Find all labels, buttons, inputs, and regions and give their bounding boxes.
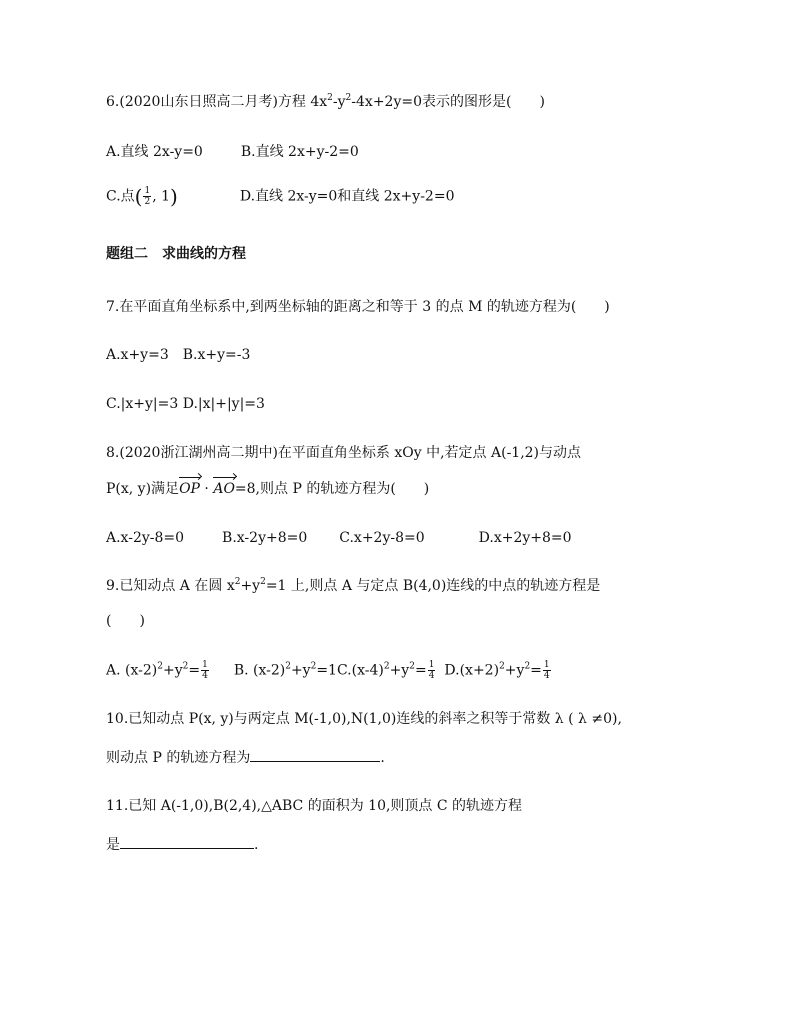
q8-stem-text: =8,则点 P 的轨迹方程为( ) bbox=[234, 481, 430, 497]
answer-blank[interactable] bbox=[250, 747, 380, 762]
q10-line2 bbox=[106, 747, 385, 768]
answer-blank[interactable] bbox=[120, 834, 254, 849]
dot-operator: · bbox=[199, 481, 214, 497]
q7-options-ab: A.x+y=3 B.x+y=-3 bbox=[106, 347, 251, 363]
q10-text: 则动点 P 的轨迹方程为 bbox=[106, 750, 251, 766]
q9-stem bbox=[106, 576, 600, 596]
fraction-denominator: 4 bbox=[543, 671, 550, 681]
q9-stem-text: +y bbox=[240, 578, 261, 594]
fraction bbox=[143, 186, 151, 207]
q6-option-c-value: , 1 bbox=[152, 188, 171, 205]
q9-option-b: B. (x-2) bbox=[233, 662, 286, 679]
fraction-denominator: 4 bbox=[202, 671, 208, 681]
superscript: 2 bbox=[234, 577, 241, 587]
superscript: 2 bbox=[524, 661, 531, 672]
q6-stem-text: 6.(2020山东日照高二月考)方程 4x bbox=[106, 94, 328, 110]
q6-options-ab bbox=[106, 142, 359, 162]
vector-op: OP bbox=[179, 481, 200, 497]
q8-stem-line1: 8.(2020浙江湖州高二期中)在平面直角坐标系 xOy 中,若定点 A(-1,2)与动点 bbox=[106, 445, 582, 461]
vector-ao: AO bbox=[213, 481, 235, 497]
q10-text: . bbox=[380, 750, 385, 766]
q11-text: . bbox=[254, 837, 259, 853]
superscript: 2 bbox=[383, 661, 390, 672]
q8-stem-text: P(x, y)满足 bbox=[106, 481, 180, 497]
superscript: 2 bbox=[260, 577, 266, 587]
fraction-numerator: 1 bbox=[144, 186, 151, 196]
q9-option-b: =1 bbox=[316, 662, 337, 679]
q9-option-d: +y bbox=[504, 662, 525, 679]
q9-option-d: D.(x+2) bbox=[444, 662, 500, 679]
fraction-denominator: 2 bbox=[144, 197, 151, 207]
q9-option-b: +y bbox=[290, 662, 311, 679]
q9-option-c: = bbox=[414, 662, 427, 679]
superscript: 2 bbox=[499, 661, 505, 672]
q10-line1: 10.已知动点 P(x, y)与两定点 M(-1,0),N(1,0)连线的斜率之积等于常数 λ ( λ ≠0), bbox=[106, 711, 622, 727]
fraction-numerator: 1 bbox=[202, 660, 208, 670]
q6-options-cd bbox=[106, 186, 454, 207]
q6-option-c: C.点 bbox=[106, 188, 135, 205]
q9-stem-text: 9.已知动点 A 在圆 x bbox=[106, 578, 235, 594]
q9-stem-text: =1 上,则点 A 与定点 B(4,0)连线的中点的轨迹方程是 bbox=[265, 578, 601, 594]
q6-stem-text: -4x+2y=0表示的图形是( ) bbox=[351, 94, 545, 110]
q9-option-d: = bbox=[530, 662, 542, 679]
q6-stem bbox=[106, 92, 545, 112]
q7-options-cd: C.|x+y|=3 D.|x|+|y|=3 bbox=[106, 396, 265, 412]
q8-option-a: A.x-2y-8=0 bbox=[106, 530, 185, 546]
superscript: 2 bbox=[327, 93, 333, 103]
fraction bbox=[201, 660, 209, 681]
q9-options bbox=[106, 660, 552, 681]
q11-line2 bbox=[106, 834, 258, 855]
superscript: 2 bbox=[285, 661, 291, 672]
fraction-numerator: 1 bbox=[428, 660, 435, 670]
superscript: 2 bbox=[310, 661, 317, 672]
q8-option-d: D.x+2y+8=0 bbox=[478, 530, 572, 546]
superscript: 2 bbox=[345, 93, 352, 103]
superscript: 2 bbox=[182, 661, 189, 672]
q7-stem: 7.在平面直角坐标系中,到两坐标轴的距离之和等于 3 的点 M 的轨迹方程为( ) bbox=[106, 299, 610, 315]
fraction-denominator: 4 bbox=[428, 671, 435, 681]
q9-answer-paren: ( ) bbox=[106, 613, 145, 629]
right-paren: ) bbox=[170, 184, 178, 209]
q6-stem-text: -y bbox=[332, 94, 346, 110]
q9-option-c: C.(x-4) bbox=[336, 662, 384, 679]
superscript: 2 bbox=[409, 661, 415, 672]
q8-option-c: C.x+2y-8=0 bbox=[339, 530, 425, 546]
q11-line1: 11.已知 A(-1,0),B(2,4),△ABC 的面积为 10,则顶点 C 的轨迹方程 bbox=[106, 798, 523, 814]
q9-option-a: +y bbox=[162, 662, 183, 679]
fraction-numerator: 1 bbox=[543, 660, 550, 670]
q6-option-b: B.直线 2x+y-2=0 bbox=[240, 144, 359, 160]
superscript: 2 bbox=[157, 661, 163, 672]
q8-option-b: B.x-2y+8=0 bbox=[222, 530, 308, 546]
q9-option-a: A. (x-2) bbox=[106, 662, 158, 679]
section-heading: 题组二 求曲线的方程 bbox=[106, 246, 246, 262]
q8-options bbox=[106, 528, 572, 548]
fraction bbox=[543, 660, 551, 681]
fraction bbox=[428, 660, 436, 681]
q11-text: 是 bbox=[106, 837, 120, 853]
q6-option-d: D.直线 2x-y=0和直线 2x+y-2=0 bbox=[239, 188, 455, 205]
q6-option-a: A.直线 2x-y=0 bbox=[106, 144, 203, 160]
q8-stem-line2 bbox=[106, 479, 429, 499]
q9-option-c: +y bbox=[389, 662, 410, 679]
left-paren: ( bbox=[134, 184, 143, 209]
q9-option-a: = bbox=[188, 662, 201, 679]
